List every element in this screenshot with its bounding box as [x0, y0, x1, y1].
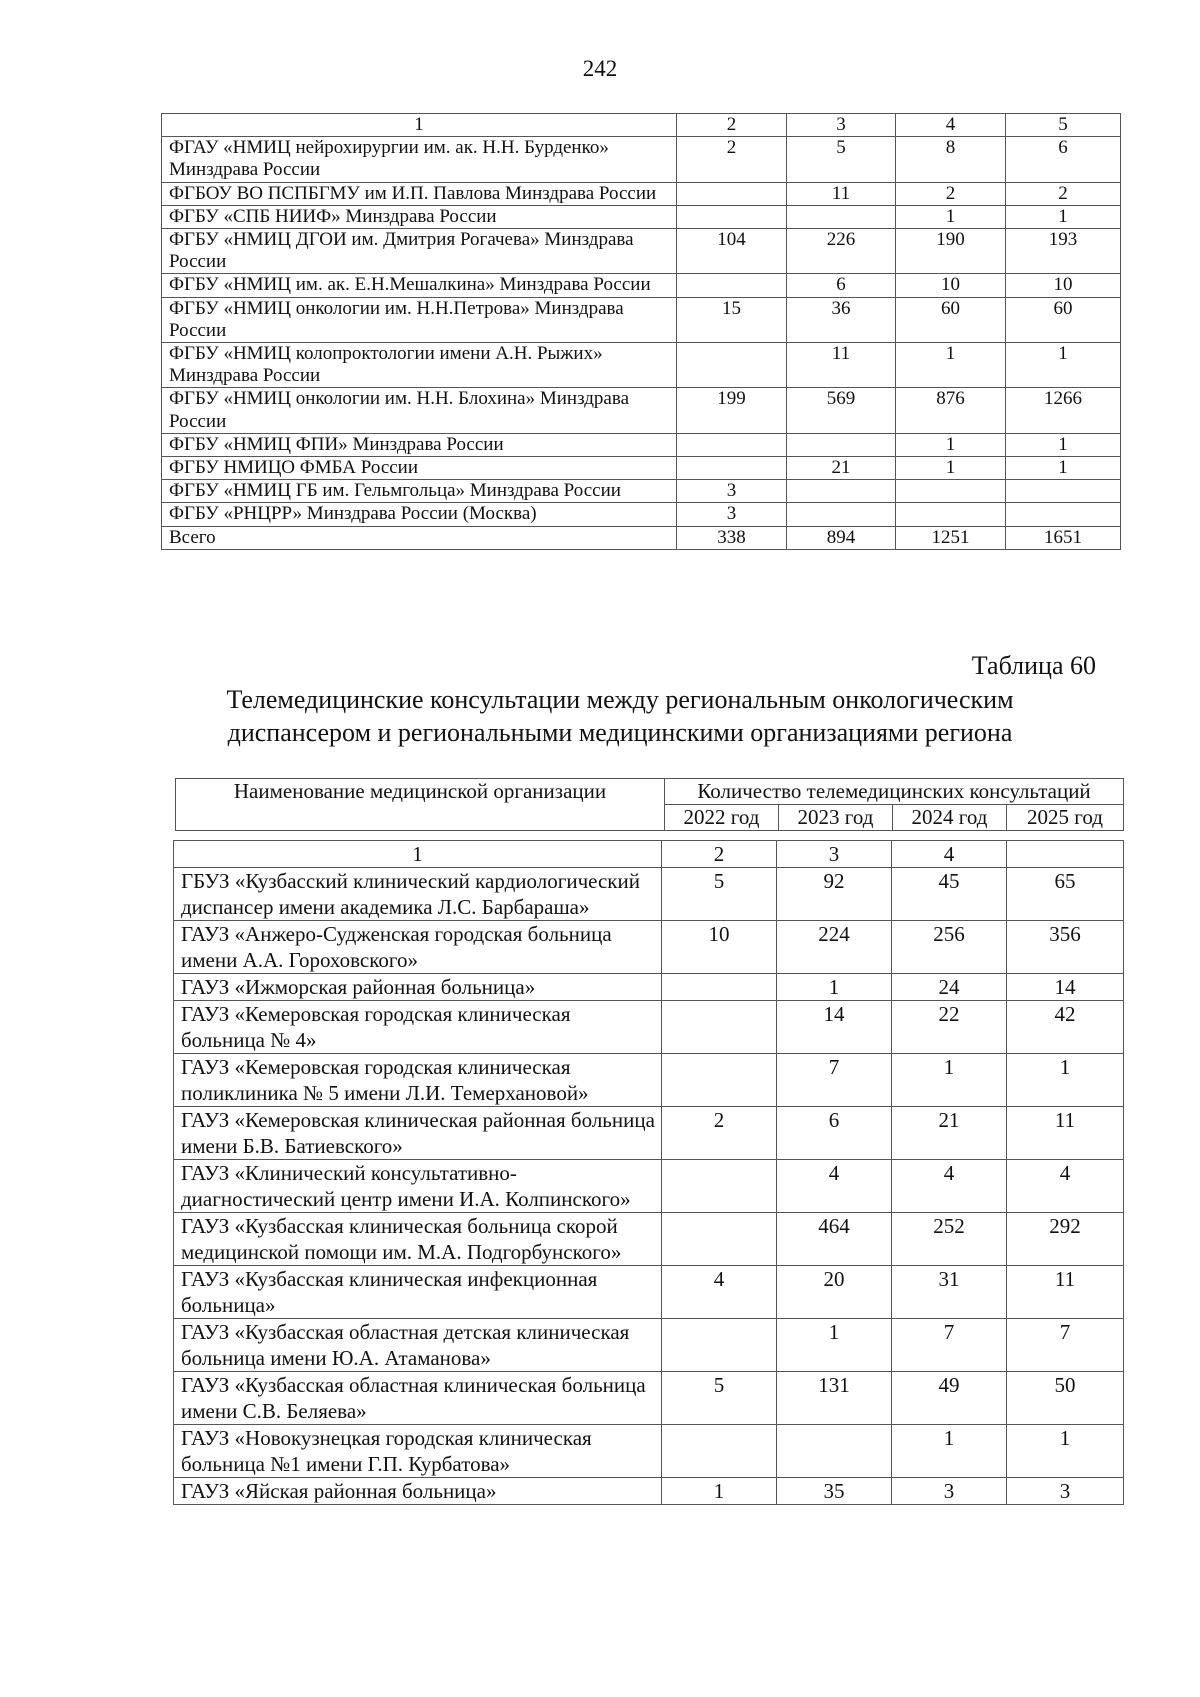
organization-name-cell: ФГБУ «НМИЦ ФПИ» Минздрава России	[162, 433, 677, 456]
table-row	[174, 1266, 1124, 1319]
table-2	[173, 840, 1124, 1505]
value-cell: 24	[892, 974, 1007, 1001]
value-cell: 42	[1007, 1001, 1124, 1054]
value-cell: 60	[1006, 297, 1121, 342]
value-cell: 4	[1007, 1160, 1124, 1213]
table-row	[162, 433, 1121, 456]
table-row	[162, 480, 1121, 503]
value-cell: 464	[777, 1213, 892, 1266]
organization-name-cell: ГАУЗ «Новокузнецкая городская клиническая больница №1 имени Г.П. Курбатова»	[174, 1425, 662, 1478]
table-row	[174, 974, 1124, 1001]
table-caption-line: Телемедицинские консультации между региональным онкологическим	[226, 685, 1014, 714]
value-cell: 224	[777, 921, 892, 974]
value-cell: 3	[892, 1478, 1007, 1505]
value-cell: 1	[1007, 1054, 1124, 1107]
value-cell: 1	[896, 457, 1006, 480]
table-2-body	[174, 841, 1124, 1505]
table-row	[162, 457, 1121, 480]
value-cell: 1	[1006, 433, 1121, 456]
table-2-header	[175, 778, 1124, 831]
value-cell: 11	[1007, 1107, 1124, 1160]
organization-name-cell: ФГБУ «НМИЦ им. ак. Е.Н.Мешалкина» Минздрава России	[162, 274, 677, 297]
value-cell: 5	[662, 868, 777, 921]
value-cell	[1006, 480, 1121, 503]
value-cell	[662, 1054, 777, 1107]
year-header: 2025 год	[1007, 805, 1124, 831]
value-cell: 894	[787, 526, 896, 549]
value-cell	[787, 503, 896, 526]
value-cell: 21	[787, 457, 896, 480]
table-row	[174, 1425, 1124, 1478]
value-cell	[662, 974, 777, 1001]
organization-name-cell: ГАУЗ «Кузбасская областная детская клиническая больница имени Ю.А. Атаманова»	[174, 1319, 662, 1372]
table-1-body	[162, 114, 1121, 550]
value-cell: 1	[777, 1319, 892, 1372]
organization-name-cell: ФГБУ «СПБ НИИФ» Минздрава России	[162, 205, 677, 228]
organization-name-cell: ФГБУ «НМИЦ колопроктологии имени А.Н. Рыжих» Минздрава России	[162, 343, 677, 388]
organization-name-cell: ГАУЗ «Кемеровская клиническая районная больница имени Б.В. Батиевского»	[174, 1107, 662, 1160]
table-row	[174, 921, 1124, 974]
value-cell: 7	[777, 1054, 892, 1107]
table-1-index-cell: 1	[162, 114, 677, 137]
value-cell: 199	[677, 388, 787, 433]
year-header: 2023 год	[779, 805, 893, 831]
organization-name-cell: ГАУЗ «Кемеровская городская клиническая больница № 4»	[174, 1001, 662, 1054]
organization-name-cell: ГАУЗ «Клинический консультативно-диагностический центр имени И.А. Колпинского»	[174, 1160, 662, 1213]
table-row	[174, 1213, 1124, 1266]
table-row	[162, 137, 1121, 182]
organization-name-cell: ГБУЗ «Кузбасский клинический кардиологический диспансер имени академика Л.С. Барбараша»	[174, 868, 662, 921]
table-1-index-cell: 4	[896, 114, 1006, 137]
value-cell: 60	[896, 297, 1006, 342]
value-cell	[896, 503, 1006, 526]
value-cell: 1	[1006, 205, 1121, 228]
value-cell	[896, 480, 1006, 503]
value-cell: 1	[1006, 457, 1121, 480]
table-2-index-cell: 1	[174, 841, 662, 868]
table-1-index-row	[162, 114, 1121, 137]
value-cell	[662, 1160, 777, 1213]
table-row	[162, 343, 1121, 388]
table-caption-line: диспансером и региональными медицинскими организациями региона	[227, 718, 1013, 747]
value-cell: 2	[896, 182, 1006, 205]
value-cell	[1006, 503, 1121, 526]
value-cell: 36	[787, 297, 896, 342]
organization-name-cell: ФГБУ «РНЦРР» Минздрава России (Москва)	[162, 503, 677, 526]
organization-name-cell: ГАУЗ «Кемеровская городская клиническая поликлиника № 5 имени Л.И. Темерхановой»	[174, 1054, 662, 1107]
table-row	[174, 1372, 1124, 1425]
organization-name-cell: Всего	[162, 526, 677, 549]
table-number: Таблица 60	[971, 651, 1096, 680]
value-cell: 11	[787, 182, 896, 205]
value-cell: 131	[777, 1372, 892, 1425]
value-cell: 2	[677, 137, 787, 182]
table-1	[161, 113, 1121, 550]
value-cell: 31	[892, 1266, 1007, 1319]
value-cell: 4	[777, 1160, 892, 1213]
year-header: 2024 год	[893, 805, 1007, 831]
table-row	[162, 182, 1121, 205]
value-cell: 190	[896, 229, 1006, 274]
column-group-header: Количество телемедицинских консультаций	[665, 779, 1124, 805]
value-cell: 1	[892, 1054, 1007, 1107]
value-cell: 338	[677, 526, 787, 549]
table-2-index-cell: 2	[662, 841, 777, 868]
organization-name-cell: ГАУЗ «Кузбасская клиническая инфекционная больница»	[174, 1266, 662, 1319]
value-cell	[777, 1425, 892, 1478]
page-number: 242	[582, 56, 618, 81]
value-cell: 1	[1006, 343, 1121, 388]
value-cell: 6	[1006, 137, 1121, 182]
organization-name-cell: ФГБОУ ВО ПСПБГМУ им И.П. Павлова Минздрава России	[162, 182, 677, 205]
table-2-index-cell: 4	[892, 841, 1007, 868]
table-row	[174, 1001, 1124, 1054]
value-cell: 1	[662, 1478, 777, 1505]
value-cell: 49	[892, 1372, 1007, 1425]
value-cell: 45	[892, 868, 1007, 921]
year-header: 2022 год	[665, 805, 779, 831]
value-cell: 1	[896, 433, 1006, 456]
table-row	[162, 205, 1121, 228]
value-cell: 50	[1007, 1372, 1124, 1425]
value-cell	[662, 1001, 777, 1054]
value-cell: 252	[892, 1213, 1007, 1266]
value-cell	[787, 480, 896, 503]
value-cell	[677, 433, 787, 456]
value-cell: 256	[892, 921, 1007, 974]
table-row	[174, 1478, 1124, 1505]
value-cell: 3	[677, 503, 787, 526]
table-row	[162, 503, 1121, 526]
value-cell: 11	[1007, 1266, 1124, 1319]
table-row	[174, 1319, 1124, 1372]
value-cell	[677, 457, 787, 480]
value-cell: 10	[1006, 274, 1121, 297]
value-cell: 292	[1007, 1213, 1124, 1266]
value-cell	[677, 343, 787, 388]
value-cell: 35	[777, 1478, 892, 1505]
table-row	[174, 1107, 1124, 1160]
value-cell: 11	[787, 343, 896, 388]
value-cell: 15	[677, 297, 787, 342]
organization-name-cell: ГАУЗ «Анжеро-Судженская городская больница имени А.А. Гороховского»	[174, 921, 662, 974]
table-row	[162, 388, 1121, 433]
value-cell: 876	[896, 388, 1006, 433]
value-cell: 226	[787, 229, 896, 274]
value-cell: 7	[1007, 1319, 1124, 1372]
table-row	[162, 297, 1121, 342]
value-cell: 1651	[1006, 526, 1121, 549]
value-cell	[662, 1425, 777, 1478]
value-cell: 14	[777, 1001, 892, 1054]
organization-name-cell: ФГАУ «НМИЦ нейрохирургии им. ак. Н.Н. Бурденко» Минздрава России	[162, 137, 677, 182]
organization-name-cell: ФГБУ «НМИЦ онкологии им. Н.Н. Блохина» Минздрава России	[162, 388, 677, 433]
value-cell: 14	[1007, 974, 1124, 1001]
value-cell: 92	[777, 868, 892, 921]
table-2-index-cell: 3	[777, 841, 892, 868]
value-cell	[787, 433, 896, 456]
value-cell: 8	[896, 137, 1006, 182]
table-1-index-cell: 5	[1006, 114, 1121, 137]
value-cell: 1	[892, 1425, 1007, 1478]
value-cell	[662, 1319, 777, 1372]
table-row	[162, 229, 1121, 274]
value-cell	[787, 205, 896, 228]
table-2-index-row	[174, 841, 1124, 868]
value-cell: 193	[1006, 229, 1121, 274]
value-cell: 65	[1007, 868, 1124, 921]
table-caption	[160, 683, 1080, 749]
value-cell: 356	[1007, 921, 1124, 974]
organization-name-cell: ГАУЗ «Кузбасская областная клиническая больница имени С.В. Беляева»	[174, 1372, 662, 1425]
value-cell: 3	[1007, 1478, 1124, 1505]
value-cell: 5	[662, 1372, 777, 1425]
value-cell: 4	[892, 1160, 1007, 1213]
value-cell: 1	[1007, 1425, 1124, 1478]
table-1-index-cell: 2	[677, 114, 787, 137]
organization-name-cell: ФГБУ «НМИЦ ДГОИ им. Дмитрия Рогачева» Минздрава России	[162, 229, 677, 274]
organization-name-cell: ФГБУ «НМИЦ ГБ им. Гельмгольца» Минздрава России	[162, 480, 677, 503]
value-cell	[677, 182, 787, 205]
value-cell: 5	[787, 137, 896, 182]
value-cell: 20	[777, 1266, 892, 1319]
value-cell	[677, 274, 787, 297]
value-cell: 1	[896, 205, 1006, 228]
organization-name-cell: ГАУЗ «Яйская районная больница»	[174, 1478, 662, 1505]
value-cell: 3	[677, 480, 787, 503]
table-row	[162, 526, 1121, 549]
value-cell: 2	[662, 1107, 777, 1160]
value-cell: 2	[1006, 182, 1121, 205]
value-cell: 10	[662, 921, 777, 974]
value-cell: 10	[896, 274, 1006, 297]
value-cell	[677, 205, 787, 228]
value-cell: 7	[892, 1319, 1007, 1372]
value-cell: 1251	[896, 526, 1006, 549]
value-cell: 4	[662, 1266, 777, 1319]
table-row	[174, 1160, 1124, 1213]
value-cell: 1	[777, 974, 892, 1001]
table-1-index-cell: 3	[787, 114, 896, 137]
table-2-index-cell	[1007, 841, 1124, 868]
organization-name-cell: ГАУЗ «Ижморская районная больница»	[174, 974, 662, 1001]
value-cell	[662, 1213, 777, 1266]
column-header-name: Наименование медицинской организации	[176, 779, 665, 831]
value-cell: 6	[787, 274, 896, 297]
value-cell: 569	[787, 388, 896, 433]
value-cell: 104	[677, 229, 787, 274]
value-cell: 21	[892, 1107, 1007, 1160]
table-row	[174, 1054, 1124, 1107]
table-row	[162, 274, 1121, 297]
value-cell: 1266	[1006, 388, 1121, 433]
value-cell: 1	[896, 343, 1006, 388]
table-row	[174, 868, 1124, 921]
value-cell: 22	[892, 1001, 1007, 1054]
value-cell: 6	[777, 1107, 892, 1160]
organization-name-cell: ГАУЗ «Кузбасская клиническая больница скорой медицинской помощи им. М.А. Подгорбунского»	[174, 1213, 662, 1266]
organization-name-cell: ФГБУ «НМИЦ онкологии им. Н.Н.Петрова» Минздрава России	[162, 297, 677, 342]
organization-name-cell: ФГБУ НМИЦО ФМБА России	[162, 457, 677, 480]
